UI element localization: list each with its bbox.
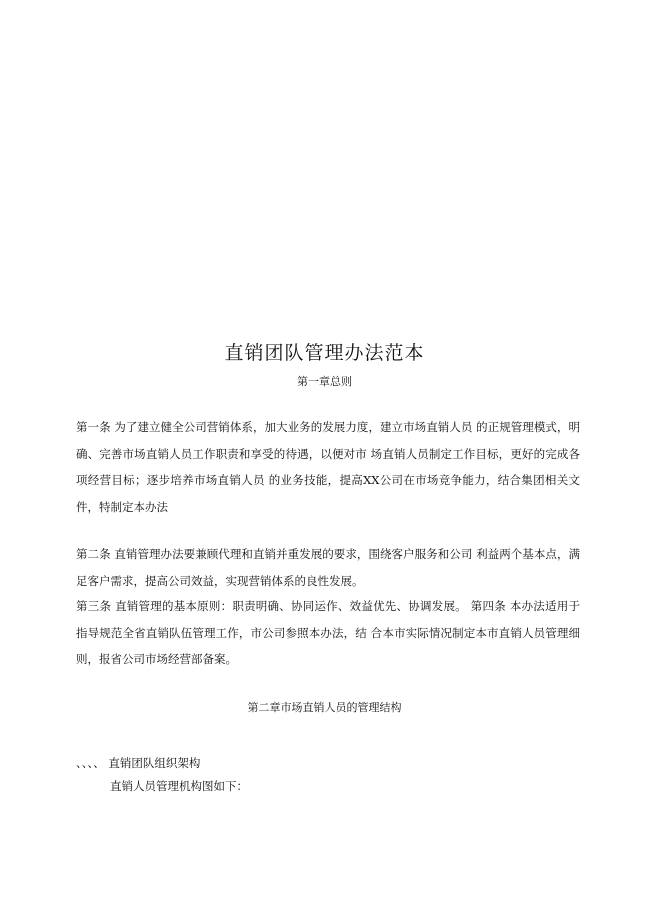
- chapter-1-heading: 第一章总则: [297, 375, 352, 388]
- article-2: 第二条 直销管理办法要兼顾代理和直销并重发展的要求，围绕客户服务和公司 利益两个基本点，满足客户需求，提高公司效益，实现营销体系的良性发展。: [76, 547, 580, 588]
- chapter-2-heading: 第二章市场直销人员的管理结构: [247, 701, 402, 714]
- section-heading-org-structure: 、、、、 直销团队组织架构: [76, 756, 201, 770]
- org-chart-intro: 直销人员管理机构图如下：: [110, 779, 248, 793]
- article-3-4: 第三条 直销管理的基本原则：职责明确、协同运作、效益优先、协调发展。 第四条 本办法适用于指导规范全省直销队伍管理工作，市公司参照本办法，结 合本市实际情况制定本市直销人员管理细则，报省公司市场经营部备案。: [76, 599, 580, 666]
- document-title: 直销团队管理办法范本: [224, 342, 425, 364]
- article-1: 第一条 为了建立健全公司营销体系，加大业务的发展力度，建立市场直销人员 的正规管理模式，明确、完善市场直销人员工作职责和享受的待遇，以便对市 场直销人员制定工作目标，更好的完成各项经营目标；逐步培养市场直销人员 的业务技能，提高XX公司在市场竞争能力，结合集团相关文件，特制定本办法: [76, 420, 580, 514]
